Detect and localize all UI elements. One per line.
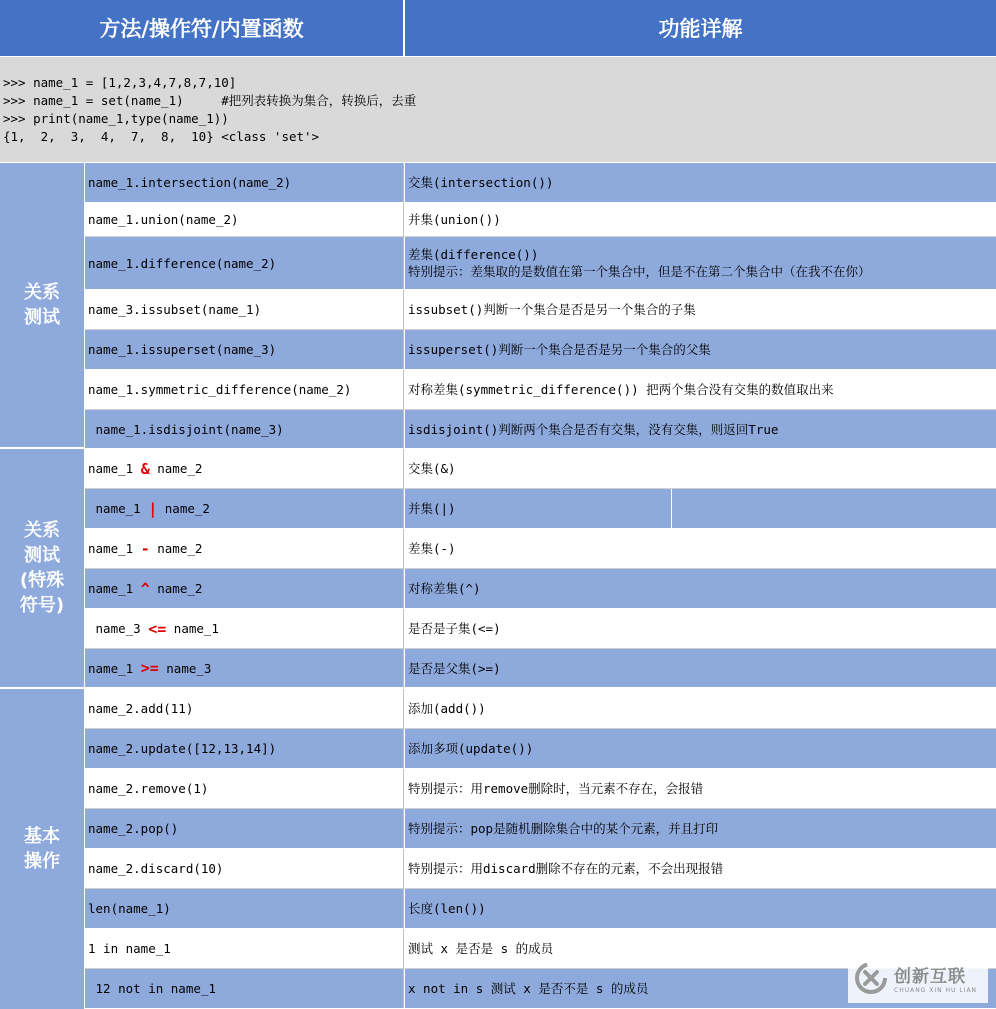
table-row	[85, 449, 996, 489]
table-row	[85, 689, 996, 729]
method-cell: name_2.pop()	[85, 809, 404, 848]
operand-left: name_3	[88, 621, 149, 636]
description-line: 对称差集(^)	[408, 581, 481, 596]
table-row	[85, 889, 996, 929]
description-line: 交集(intersection())	[408, 175, 554, 190]
table-row	[85, 410, 996, 449]
method-cell: name_1.intersection(name_2)	[85, 163, 404, 202]
operand-right: name_3	[158, 660, 212, 676]
method-cell: name_2.discard(10)	[85, 849, 404, 888]
operand-left: name_1	[88, 660, 141, 676]
brand-logo-icon	[854, 961, 888, 995]
description-cell	[405, 163, 996, 202]
watermark-subtext: CHUANG XIN HU LIAN	[894, 987, 978, 994]
description-cell	[405, 237, 996, 289]
header-method-column: 方法/操作符/内置函数	[0, 0, 404, 56]
method-cell: name_2.add(11)	[85, 689, 404, 728]
description-line: 是否是子集(<=)	[408, 621, 501, 636]
operator-symbol: >=	[140, 659, 159, 677]
description-cell	[405, 290, 996, 329]
table-row	[85, 203, 996, 237]
method-cell: len(name_1)	[85, 889, 404, 928]
watermark-text: 创新互联	[894, 967, 966, 987]
operand-left: name_1	[88, 501, 149, 516]
table-row	[85, 569, 996, 609]
method-cell: name_1.issuperset(name_3)	[85, 330, 404, 369]
table-row	[85, 370, 996, 410]
operator-symbol: -	[140, 539, 150, 558]
operand-left: name_1	[88, 581, 141, 596]
operator-symbol: &	[140, 459, 150, 478]
code-line: >>> print(name_1,type(name_1))	[3, 111, 229, 126]
description-cell	[405, 370, 996, 409]
table-row	[85, 769, 996, 809]
description-cell	[405, 769, 996, 808]
table-row	[85, 330, 996, 370]
watermark	[848, 953, 988, 1003]
operator-symbol: |	[148, 499, 158, 518]
category-relation-test: 关系 测试	[0, 163, 84, 447]
table-row	[85, 609, 996, 649]
operator-symbol: <=	[148, 619, 167, 638]
table-row	[85, 163, 996, 203]
code-line: >>> name_1 = set(name_1) #把列表转换为集合，转换后，去重	[3, 93, 417, 108]
description-line: 差集(difference())	[408, 247, 539, 262]
description-line: 特别提示：用discard删除不存在的元素，不会出现报错	[408, 861, 724, 876]
description-cell	[405, 410, 996, 448]
method-cell: name_3.issubset(name_1)	[85, 290, 404, 329]
description-line: 是否是父集(>=)	[408, 660, 501, 676]
table-row	[85, 649, 996, 688]
table-row	[85, 849, 996, 889]
description-line: 并集(|)	[408, 501, 456, 516]
method-cell	[85, 529, 404, 568]
code-example	[0, 57, 996, 162]
description-cell	[405, 489, 996, 528]
description-cell	[405, 729, 996, 768]
method-cell: name_2.remove(1)	[85, 769, 404, 808]
header-description-column: 功能详解	[405, 0, 996, 56]
category-relation-test-symbols: 关系 测试 (特殊 符号)	[0, 449, 84, 687]
method-cell: name_2.update([12,13,14])	[85, 729, 404, 768]
operand-right: name_2	[149, 461, 203, 476]
cell-divider	[671, 489, 672, 528]
operand-right: name_1	[166, 621, 219, 636]
description-cell	[405, 809, 996, 848]
description-cell	[405, 649, 996, 687]
description-line: 差集(-)	[408, 541, 456, 556]
description-cell	[405, 889, 996, 928]
description-cell	[405, 689, 996, 728]
description-line: 添加(add())	[408, 701, 486, 716]
operand-right: name_2	[149, 541, 203, 556]
description-line: x not in s 测试 x 是否不是 s 的成员	[408, 981, 649, 996]
operand-left: name_1	[88, 461, 141, 476]
description-line: 交集(&)	[408, 461, 456, 476]
code-line: >>> name_1 = [1,2,3,4,7,8,7,10]	[3, 75, 237, 90]
method-cell: name_1.symmetric_difference(name_2)	[85, 370, 404, 409]
description-cell	[405, 529, 996, 568]
description-cell	[405, 330, 996, 369]
description-line: 特别提示：用remove删除时，当元素不存在，会报错	[408, 781, 704, 796]
method-cell	[85, 609, 404, 648]
operand-left: name_1	[88, 541, 141, 556]
description-cell	[405, 849, 996, 888]
category-basic-operations: 基本 操作	[0, 689, 84, 1009]
method-cell	[85, 489, 404, 528]
method-cell	[85, 649, 404, 687]
description-line: 并集(union())	[408, 212, 501, 227]
description-line: issuperset()判断一个集合是否是另一个集合的父集	[408, 342, 711, 357]
description-line: 对称差集(symmetric_difference()) 把两个集合没有交集的数值取出来	[408, 382, 834, 397]
description-line: 测试 x 是否是 s 的成员	[408, 941, 554, 956]
method-cell: name_1.isdisjoint(name_3)	[85, 410, 404, 448]
table-row	[85, 489, 996, 529]
table-row	[85, 290, 996, 330]
description-line: 特别提示：pop是随机删除集合中的某个元素，并且打印	[408, 821, 719, 836]
method-cell: 12 not in name_1	[85, 969, 404, 1008]
description-cell	[405, 449, 996, 488]
method-cell: 1 in name_1	[85, 929, 404, 968]
code-line: {1, 2, 3, 4, 7, 8, 10} <class 'set'>	[3, 129, 320, 144]
table-row	[85, 729, 996, 769]
description-cell	[405, 203, 996, 236]
method-cell	[85, 449, 404, 488]
description-line: issubset()判断一个集合是否是另一个集合的子集	[408, 302, 696, 317]
operand-right: name_2	[157, 501, 210, 516]
table-row	[85, 529, 996, 569]
operand-right: name_2	[149, 581, 203, 596]
description-line: 特别提示：差集取的是数值在第一个集合中，但是不在第二个集合中（在我不在你）	[408, 264, 871, 279]
method-cell: name_1.union(name_2)	[85, 203, 404, 236]
table-row	[85, 809, 996, 849]
operator-symbol: ^	[140, 579, 150, 598]
description-line: 添加多项(update())	[408, 741, 534, 756]
method-cell: name_1.difference(name_2)	[85, 237, 404, 289]
description-cell	[405, 609, 996, 648]
description-cell	[405, 569, 996, 608]
description-line: 长度(len())	[408, 901, 486, 916]
method-cell	[85, 569, 404, 608]
description-line: isdisjoint()判断两个集合是否有交集，没有交集，则返回True	[408, 421, 779, 437]
table-row	[85, 237, 996, 290]
